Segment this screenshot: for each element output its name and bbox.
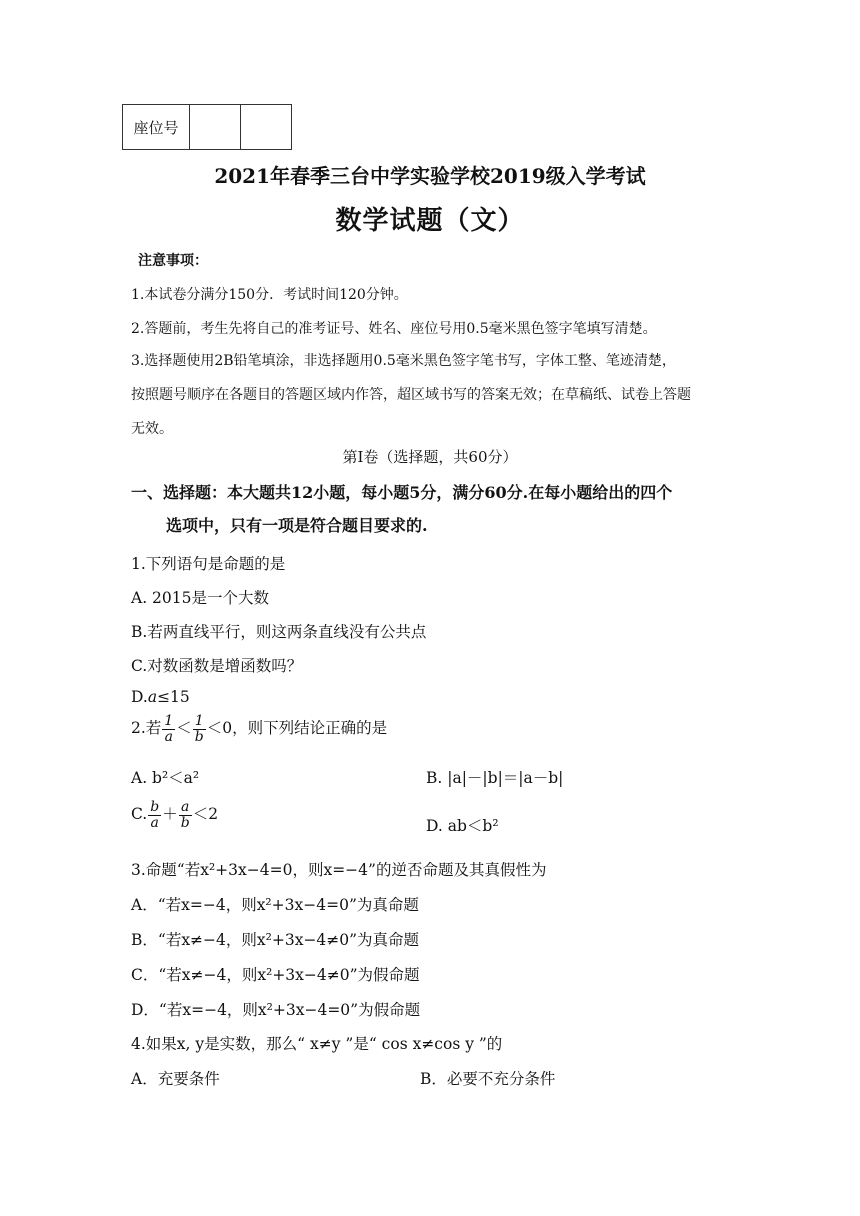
section-heading-line-2: 选项中，只有一项是符合题目要求的.: [166, 516, 428, 535]
q2-fraction-1: [162, 714, 175, 744]
q1-option-a: A. 2015是一个大数: [131, 589, 269, 607]
q3-option-b: B．“若x≠−4，则x²+3x−4≠0”为真命题: [131, 931, 420, 949]
note-2: 2.答题前，考生先将自己的准考证号、姓名、座位号用0.5毫米黑色签字笔填写清楚。: [131, 321, 657, 337]
q2-f1-denominator: a: [164, 728, 173, 745]
q3-stem: 3.命题“若x²+3x−4=0，则x=−4”的逆否命题及其真假性为: [131, 861, 547, 879]
note-3-line-3: 无效。: [131, 421, 173, 437]
q3-option-c: C．“若x≠−4，则x²+3x−4≠0”为假命题: [131, 966, 420, 984]
volume-heading: 第Ⅰ卷（选择题，共60分）: [342, 448, 518, 466]
q2-c-f2-numerator: a: [179, 800, 192, 816]
notes-heading: 注意事项：: [138, 253, 208, 269]
seat-number-box-1[interactable]: [190, 105, 241, 150]
note-3-line-1: 3.选择题使用2B铅笔填涂，非选择题用0.5毫米黑色签字笔书写，字体工整、笔迹清楚，: [131, 353, 676, 369]
section-heading-line-1: 一、选择题：本大题共12小题，每小题5分，满分60分.在每小题给出的四个: [131, 483, 673, 502]
q2-option-d: D. ab＜b²: [426, 817, 499, 835]
q2-rest: ＜0，则下列结论正确的是: [206, 719, 388, 738]
q2-c-fraction-1: [148, 800, 161, 830]
q2-c-rest: ＜2: [192, 805, 219, 824]
exam-title: 2021年春季三台中学实验学校2019级入学考试: [214, 164, 646, 188]
q2-f1-numerator: 1: [164, 713, 174, 729]
q1-d-rest: ≤15: [157, 688, 190, 706]
q2-c-f2-denominator: b: [180, 814, 190, 831]
seat-number-box-2[interactable]: [241, 105, 292, 150]
q2-f2-numerator: 1: [193, 714, 206, 730]
q3-option-a: A．“若x=−4，则x²+3x−4=0”为真命题: [131, 896, 419, 914]
q4-option-b: B．必要不充分条件: [420, 1070, 556, 1088]
seat-number-label: 座位号: [123, 105, 190, 150]
q2-stem: [131, 714, 387, 744]
q1-option-b: B.若两直线平行，则这两条直线没有公共点: [131, 623, 427, 641]
q2-c-prefix: C.: [131, 805, 148, 824]
q2-c-fraction-2: [179, 800, 192, 830]
note-3-line-2: 按照题号顺序在各题目的答题区域内作答，超区域书写的答案无效；在草稿纸、试卷上答题: [131, 387, 691, 403]
q2-prefix: 2.若: [131, 719, 162, 738]
q1-d-variable: a: [147, 688, 158, 706]
q2-option-c: [131, 800, 218, 830]
q2-c-plus: ＋: [162, 805, 178, 824]
note-1: 1.本试卷分满分150分．考试时间120分钟。: [131, 287, 408, 303]
q2-fraction-2: [193, 714, 206, 744]
q4-stem: 4.如果x, y是实数，那么“ x≠y ”是“ cos x≠cos y ”的: [131, 1035, 503, 1053]
q2-option-b: B. |a|－|b|＝|a－b|: [426, 769, 564, 787]
q2-c-f1-denominator: a: [150, 814, 159, 831]
seat-number-table: [122, 104, 292, 150]
q2-option-a: A. b²＜a²: [131, 769, 200, 787]
q2-f2-denominator: b: [194, 728, 204, 745]
exam-subject-title: 数学试题（文）: [335, 206, 525, 236]
q3-option-d: D．“若x=−4，则x²+3x−4=0”为假命题: [131, 1001, 421, 1019]
q1-option-d: [131, 688, 190, 706]
q1-d-prefix: D.: [131, 688, 148, 706]
q1-option-c: C.对数函数是增函数吗？: [131, 657, 303, 675]
q2-less-than: ＜: [176, 719, 192, 738]
q1-stem: 1.下列语句是命题的是: [131, 555, 286, 573]
q4-option-a: A．充要条件: [131, 1070, 220, 1088]
q2-c-f1-numerator: b: [150, 799, 160, 815]
